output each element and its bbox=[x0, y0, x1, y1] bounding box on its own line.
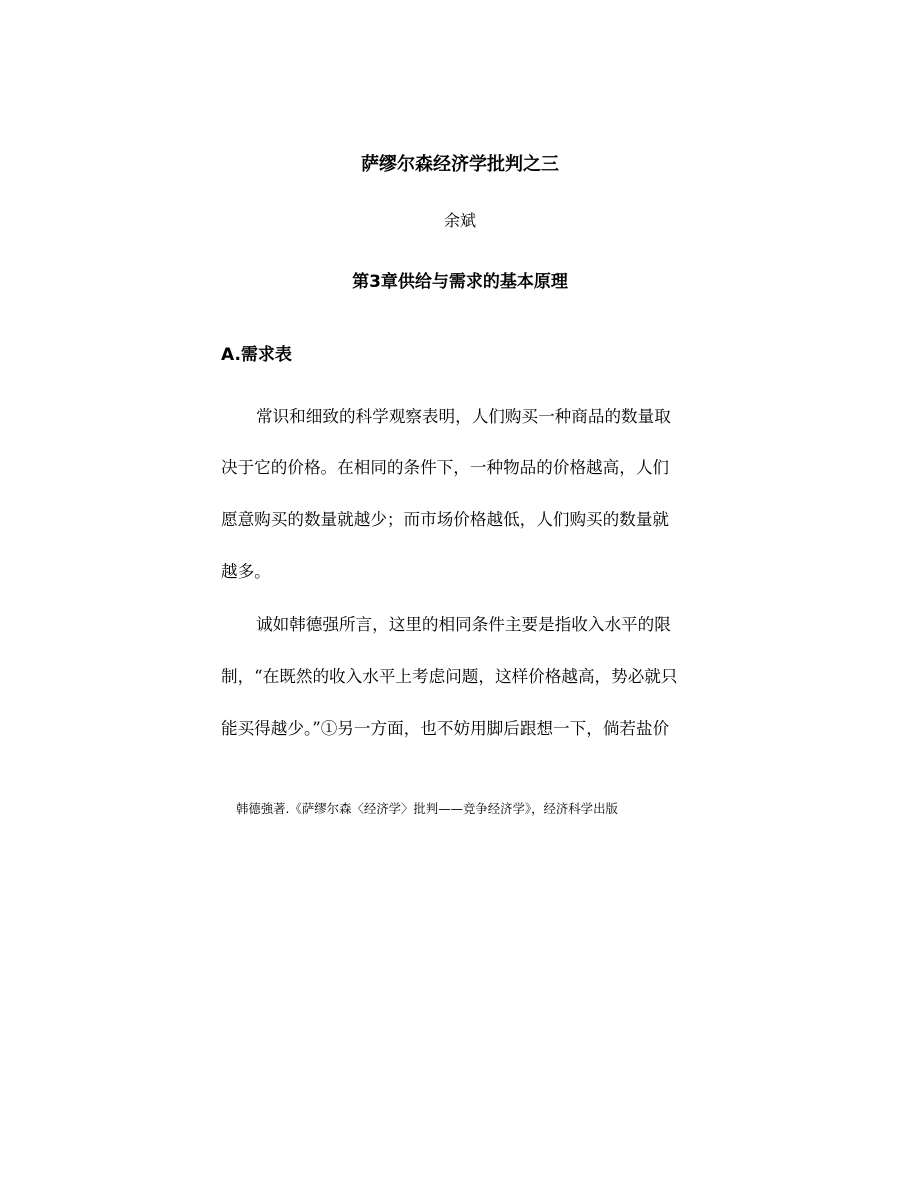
paragraph-line: 决于它的价格。在相同的条件下，一种物品的价格越高，人们 bbox=[221, 458, 670, 477]
paragraph-line: 制，“在既然的收入水平上考虑问题，这样价格越高，势必就只 bbox=[221, 667, 678, 686]
paragraph-line: 能买得越少。”①另一方面，也不妨用脚后跟想一下，倘若盐价 bbox=[221, 719, 670, 738]
footnote: 韩德強著.《萨缪尔森〈经济学〉批判——竞争经济学》，经济科学出版 bbox=[236, 801, 618, 816]
paragraph-line: 越多。 bbox=[221, 562, 271, 581]
document-title: 萨缪尔森经济学批判之三 bbox=[361, 154, 559, 175]
paragraph-line: 诚如韩德强所言，这里的相同条件主要是指收入水平的限 bbox=[256, 615, 671, 634]
paragraph-line: 愿意购买的数量就越少；而市场价格越低，人们购买的数量就 bbox=[221, 510, 670, 529]
author-name: 余斌 bbox=[443, 211, 476, 230]
chapter-heading: 第3章供给与需求的基本原理 bbox=[352, 272, 568, 292]
section-heading: A.需求表 bbox=[221, 345, 292, 365]
paragraph-line: 常识和细致的科学观察表明，人们购买一种商品的数量取 bbox=[256, 407, 671, 426]
